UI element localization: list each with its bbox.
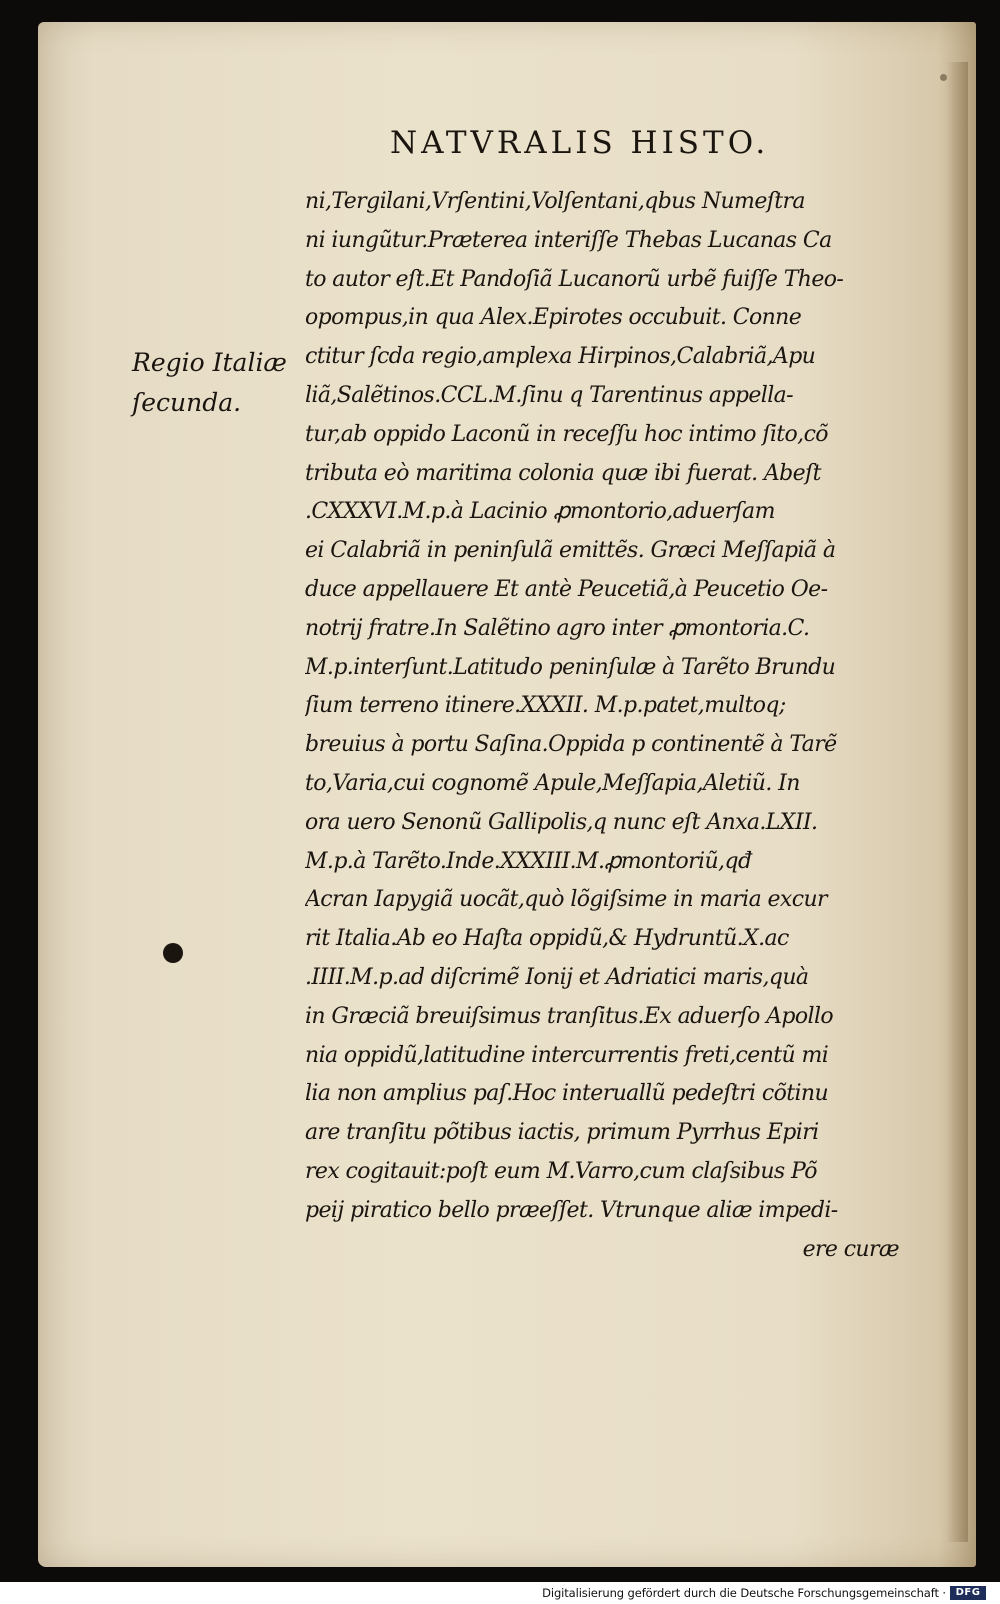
text-line: rex cogitauit:poſt eum M.Varro,cum claſsibus Põ [305, 1158, 817, 1184]
margin-bullet-mark [163, 943, 183, 963]
text-line: opompus,in qua Alex.Epirotes occubuit. Conne [305, 305, 802, 331]
text-line: liã,Salẽtinos.CCL.M.ſinu q Tarentinus appella- [305, 382, 793, 408]
dfg-logo: DFG [950, 1586, 986, 1600]
funding-credit: Digitalisierung gefördert durch die Deutsche Forschungsgemeinschaft · [542, 1586, 946, 1600]
text-line: tur,ab oppido Laconũ in receſſu hoc intimo ſito,cõ [305, 421, 828, 447]
text-line: nia oppidũ,latitudine intercurrentis freti,centũ mi [305, 1042, 829, 1068]
text-line: ei Calabriã in peninſulã emittẽs. Græci Meſſapiã à [305, 538, 836, 564]
text-line: to autor eſt.Et Pandoſiã Lucanorũ urbẽ fuiſſe Theo- [305, 266, 844, 292]
text-line: notrij fratre.In Salẽtino agro inter ꝓmontoria.C. [305, 615, 810, 641]
text-line: ora uero Senonũ Gallipolis,q nunc eſt Anxa.LXII. [305, 809, 818, 835]
text-line: tributa eò maritima colonia quæ ibi fuerat. Abeſt [305, 460, 821, 486]
text-line: M.p.interſunt.Latitudo peninſulæ à Tarẽto Brundu [305, 654, 836, 680]
text-line: .IIII.M.p.ad diſcrimẽ Ionij et Adriatici maris,quà [305, 964, 809, 990]
marginal-note-line: ſecunda. [132, 388, 242, 417]
marginal-note [132, 343, 297, 423]
text-line: are tranſitu põtibus iactis, primum Pyrrhus Epiri [305, 1120, 819, 1146]
text-line: M.p.à Tarẽto.Inde.XXXIII.M.ꝓmontoriũ,qđ [305, 848, 752, 874]
page-edge-shadow [946, 62, 968, 1542]
text-line: duce appellauere Et antè Peucetiã,à Peucetio Oe- [305, 576, 828, 602]
corner-mark [940, 74, 947, 81]
running-head-text: NATVRALIS HISTO. [390, 125, 770, 161]
text-line: .CXXXVI.M.p.à Lacinio ꝓmontorio,aduerſam [305, 499, 775, 525]
text-line: peij piratico bello præeſſet. Vtrunque aliæ impedi- [305, 1197, 838, 1223]
text-line: lia non amplius paſ.Hoc interuallũ pedeſtri cõtinu [305, 1081, 829, 1107]
text-line: ni,Tergilani,Vrſentini,Volſentani,qbus Numeſtra [305, 189, 805, 214]
text-line: Acran Iapygiã uocãt,quò lõgiſsime in maria excur [305, 887, 827, 913]
text-line: ni iungũtur.Præterea interiſſe Thebas Lucanas Ca [305, 227, 832, 253]
body-text [305, 183, 905, 1269]
text-line: rit Italia.Ab eo Haſta oppidũ,& Hydruntũ.X.ac [305, 926, 789, 952]
catchword: ere curæ [802, 1236, 899, 1262]
running-head [390, 125, 830, 161]
text-line: in Græciã breuiſsimus tranſitus.Ex aduerſo Apollo [305, 1003, 834, 1029]
footer-bar [0, 1582, 1000, 1604]
text-line: breuius à portu Saſina.Oppida p continentẽ à Tarẽ [305, 732, 837, 758]
text-line: ctitur ſcda regio,amplexa Hirpinos,Calabriã,Apu [305, 344, 816, 370]
text-line: ſium terreno itinere.XXXII. M.p.patet,multoq; [305, 693, 786, 719]
text-line: to,Varia,cui cognomẽ Apule,Meſſapia,Aletiũ. In [305, 770, 800, 796]
marginal-note-line: Regio Italiæ [132, 348, 287, 377]
